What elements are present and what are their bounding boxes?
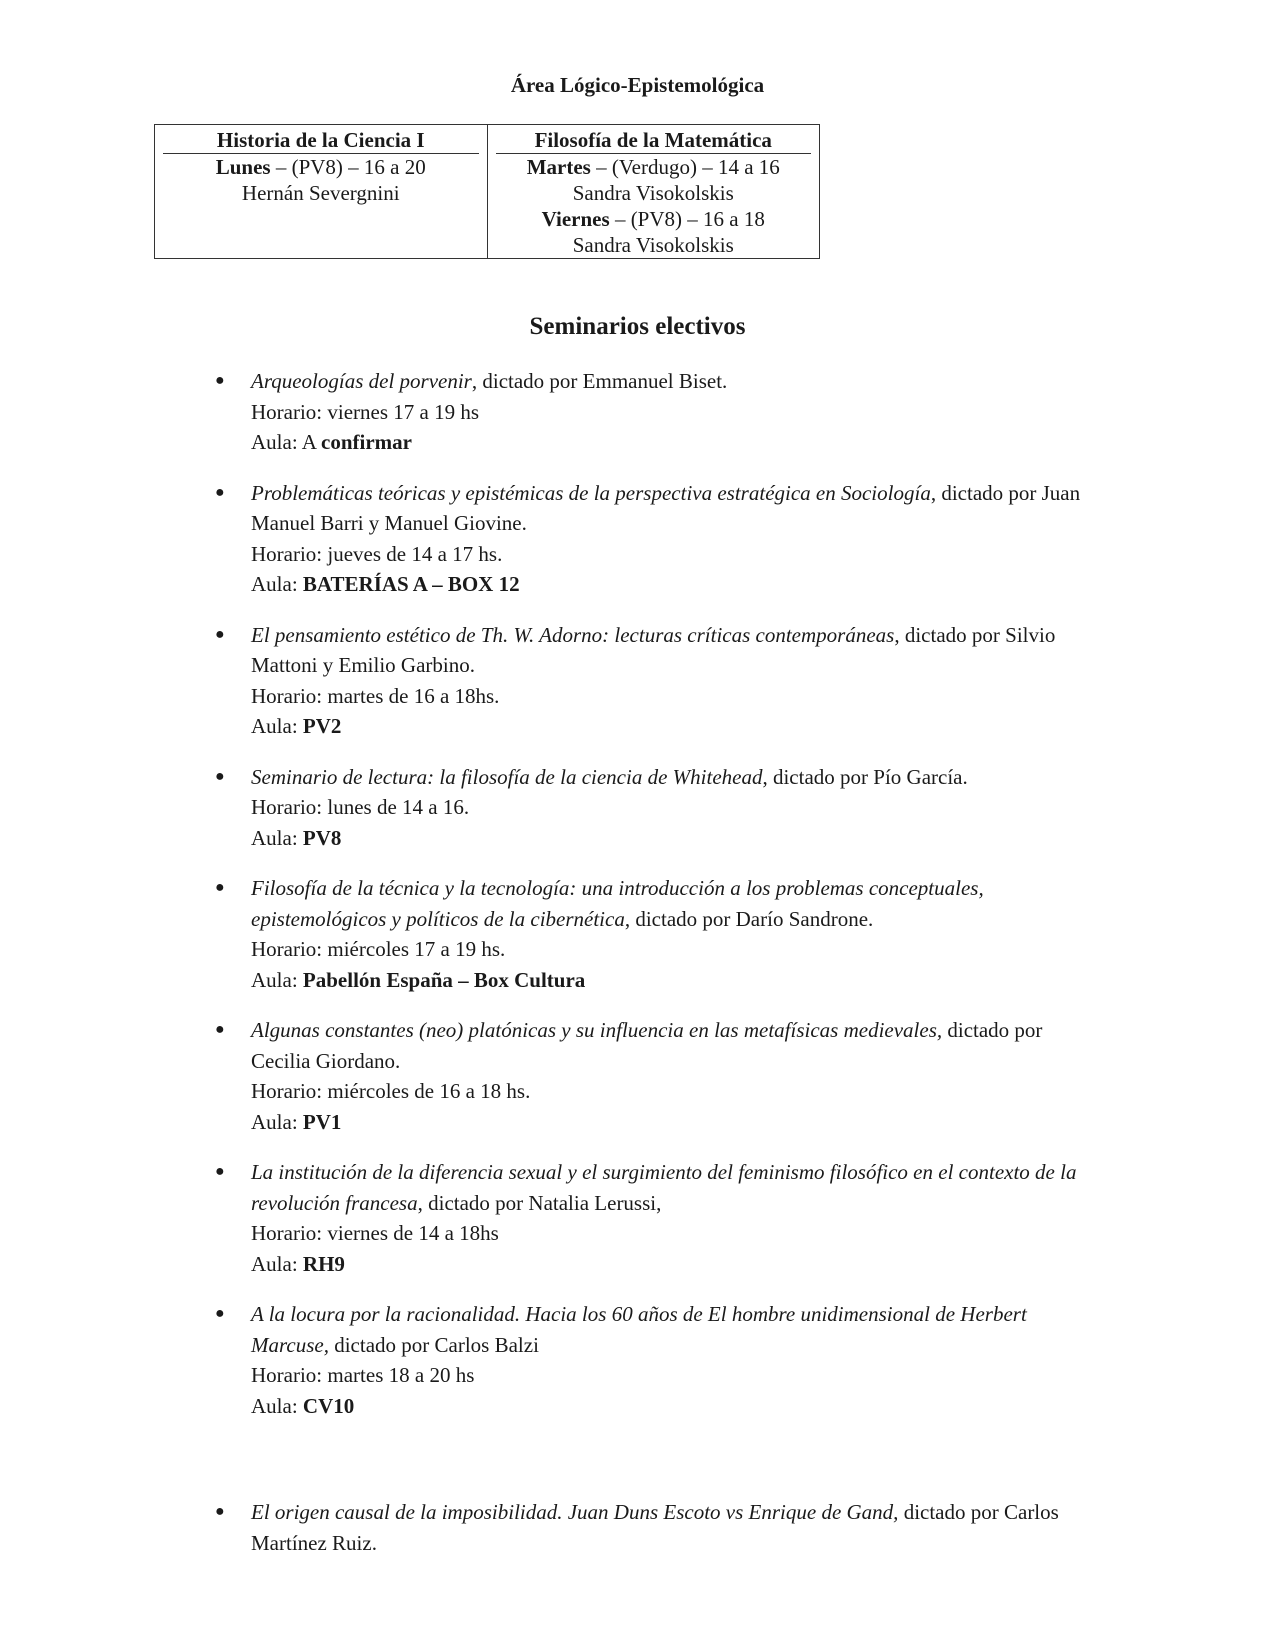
seminar-aula bbox=[251, 569, 1081, 600]
seminar-horario: Horario: miércoles 17 a 19 hs. bbox=[251, 937, 506, 961]
bullet-icon: ● bbox=[215, 483, 225, 501]
seminar-aula bbox=[251, 1391, 1081, 1422]
area-title: Área Lógico-Epistemológica bbox=[510, 73, 765, 97]
seminar-teacher: , dictado por Natalia Lerussi, bbox=[417, 1190, 662, 1215]
seminar-horario: Horario: viernes 17 a 19 hs bbox=[251, 399, 480, 424]
seminar-title: Seminario de lectura: la filosofía de la ciencia de Whitehead bbox=[251, 764, 763, 789]
course-schedule-table bbox=[154, 124, 820, 259]
seminars-title: Seminarios electivos bbox=[529, 313, 746, 340]
aula-label: Aula: bbox=[251, 1109, 303, 1134]
aula-value: confirmar bbox=[321, 430, 412, 454]
seminar-aula bbox=[251, 965, 1081, 996]
course-session bbox=[496, 206, 812, 232]
list-item bbox=[211, 1299, 1081, 1421]
aula-label: Aula: bbox=[251, 714, 303, 738]
bullet-icon: ● bbox=[215, 1503, 225, 1520]
bullet-icon: ● bbox=[215, 1021, 225, 1038]
seminar-aula bbox=[251, 711, 1081, 742]
seminar-horario: Horario: jueves de 14 a 17 hs. bbox=[251, 541, 503, 566]
aula-value: PV2 bbox=[302, 714, 342, 738]
seminar-title: El pensamiento estético de Th. W. Adorno: lecturas críticas contemporáneas bbox=[251, 622, 895, 647]
session-day: Martes bbox=[526, 155, 591, 179]
list-item bbox=[211, 620, 1081, 742]
session-teacher: Sandra Visokolskis bbox=[572, 233, 734, 257]
bullet-icon: ● bbox=[215, 767, 225, 785]
course-name: Historia de la Ciencia I bbox=[163, 127, 479, 154]
aula-value: CV10 bbox=[302, 1393, 355, 1418]
bullet-icon: ● bbox=[215, 1305, 225, 1322]
bullet-icon: ● bbox=[215, 625, 225, 643]
seminar-horario: Horario: martes 18 a 20 hs bbox=[251, 1363, 475, 1387]
seminar-horario: Horario: lunes de 14 a 16. bbox=[251, 795, 470, 819]
list-item bbox=[211, 478, 1081, 600]
seminar-horario: Horario: martes de 16 a 18hs. bbox=[251, 683, 500, 708]
seminar-title: Algunas constantes (neo) platónicas y su influencia en las metafísicas medievales, bbox=[251, 1018, 943, 1042]
course-session bbox=[496, 154, 812, 180]
seminar-teacher: dictado por Cecilia Giordano. bbox=[251, 1018, 1043, 1073]
seminar-teacher: , dictado por Pío García. bbox=[762, 764, 968, 789]
aula-value: PV1 bbox=[302, 1109, 342, 1134]
session-teacher: Sandra Visokolskis bbox=[572, 181, 734, 205]
bullet-icon: ● bbox=[215, 1163, 225, 1180]
aula-label: Aula: bbox=[251, 1251, 303, 1276]
seminar-title: El origen causal de la imposibilidad. Juan Duns Escoto vs Enrique de Gand, bbox=[251, 1500, 899, 1524]
session-day: Lunes bbox=[215, 155, 271, 179]
list-item bbox=[211, 1157, 1081, 1279]
session-detail: – (PV8) – 16 a 20 bbox=[270, 155, 426, 179]
seminar-teacher: , dictado por Darío Sandrone. bbox=[624, 906, 874, 931]
seminar-title: Filosofía de la técnica y la tecnología: una introducción a los problemas conceptuales, epistemológicos y políticos de la cibernética bbox=[251, 876, 984, 931]
list-item bbox=[211, 762, 1081, 854]
aula-value: BATERÍAS A – BOX 12 bbox=[302, 572, 520, 596]
aula-label: Aula: bbox=[251, 825, 303, 850]
seminar-aula bbox=[251, 823, 1081, 854]
aula-label: Aula: bbox=[251, 967, 303, 992]
bullet-icon: ● bbox=[215, 879, 225, 896]
seminar-aula bbox=[251, 427, 1081, 458]
seminar-teacher: , dictado por Juan Manuel Barri y Manuel Giovine. bbox=[251, 480, 1081, 535]
seminars-list bbox=[211, 366, 1081, 1558]
session-day: Viernes bbox=[541, 207, 610, 231]
course-cell-matematica bbox=[487, 125, 820, 259]
course-name: Filosofía de la Matemática bbox=[496, 127, 812, 154]
aula-value: RH9 bbox=[302, 1251, 345, 1276]
course-cell-historia bbox=[155, 125, 488, 259]
aula-label: Aula: A bbox=[251, 430, 322, 454]
seminar-horario: Horario: miércoles de 16 a 18 hs. bbox=[251, 1079, 531, 1103]
seminar-title: La institución de la diferencia sexual y el surgimiento del feminismo filosófico en el contexto de la revolución francesa bbox=[251, 1160, 1077, 1215]
course-session bbox=[163, 154, 479, 180]
list-item bbox=[211, 1497, 1081, 1558]
aula-value: PV8 bbox=[302, 825, 342, 850]
seminar-title: Problemáticas teóricas y epistémicas de la perspectiva estratégica en Sociología bbox=[251, 480, 931, 505]
aula-label: Aula: bbox=[251, 1393, 303, 1418]
list-item bbox=[211, 1015, 1081, 1137]
seminar-horario: Horario: viernes de 14 a 18hs bbox=[251, 1221, 499, 1245]
list-item bbox=[211, 366, 1081, 458]
session-detail: – (PV8) – 16 a 18 bbox=[609, 207, 765, 231]
list-item bbox=[211, 873, 1081, 995]
aula-label: Aula: bbox=[251, 572, 303, 596]
seminar-teacher: dictado por Carlos Martínez Ruiz. bbox=[251, 1500, 1059, 1555]
seminar-aula bbox=[251, 1107, 1081, 1138]
session-detail: – (Verdugo) – 14 a 16 bbox=[590, 155, 780, 179]
seminar-teacher: , dictado por Silvio Mattoni y Emilio Garbino. bbox=[251, 622, 1056, 677]
aula-value: Pabellón España – Box Cultura bbox=[302, 967, 586, 992]
seminar-teacher: dictado por Carlos Balzi bbox=[328, 1332, 539, 1357]
seminar-teacher: , dictado por Emmanuel Biset. bbox=[471, 369, 728, 393]
seminar-title: Arqueologías del porvenir bbox=[251, 369, 472, 393]
seminar-aula bbox=[251, 1249, 1081, 1280]
bullet-icon: ● bbox=[215, 372, 225, 389]
seminar-title: A la locura por la racionalidad. Hacia los 60 años de El hombre unidimensional de Herbert Marcuse, bbox=[251, 1302, 1027, 1357]
session-teacher: Hernán Severgnini bbox=[241, 181, 400, 205]
